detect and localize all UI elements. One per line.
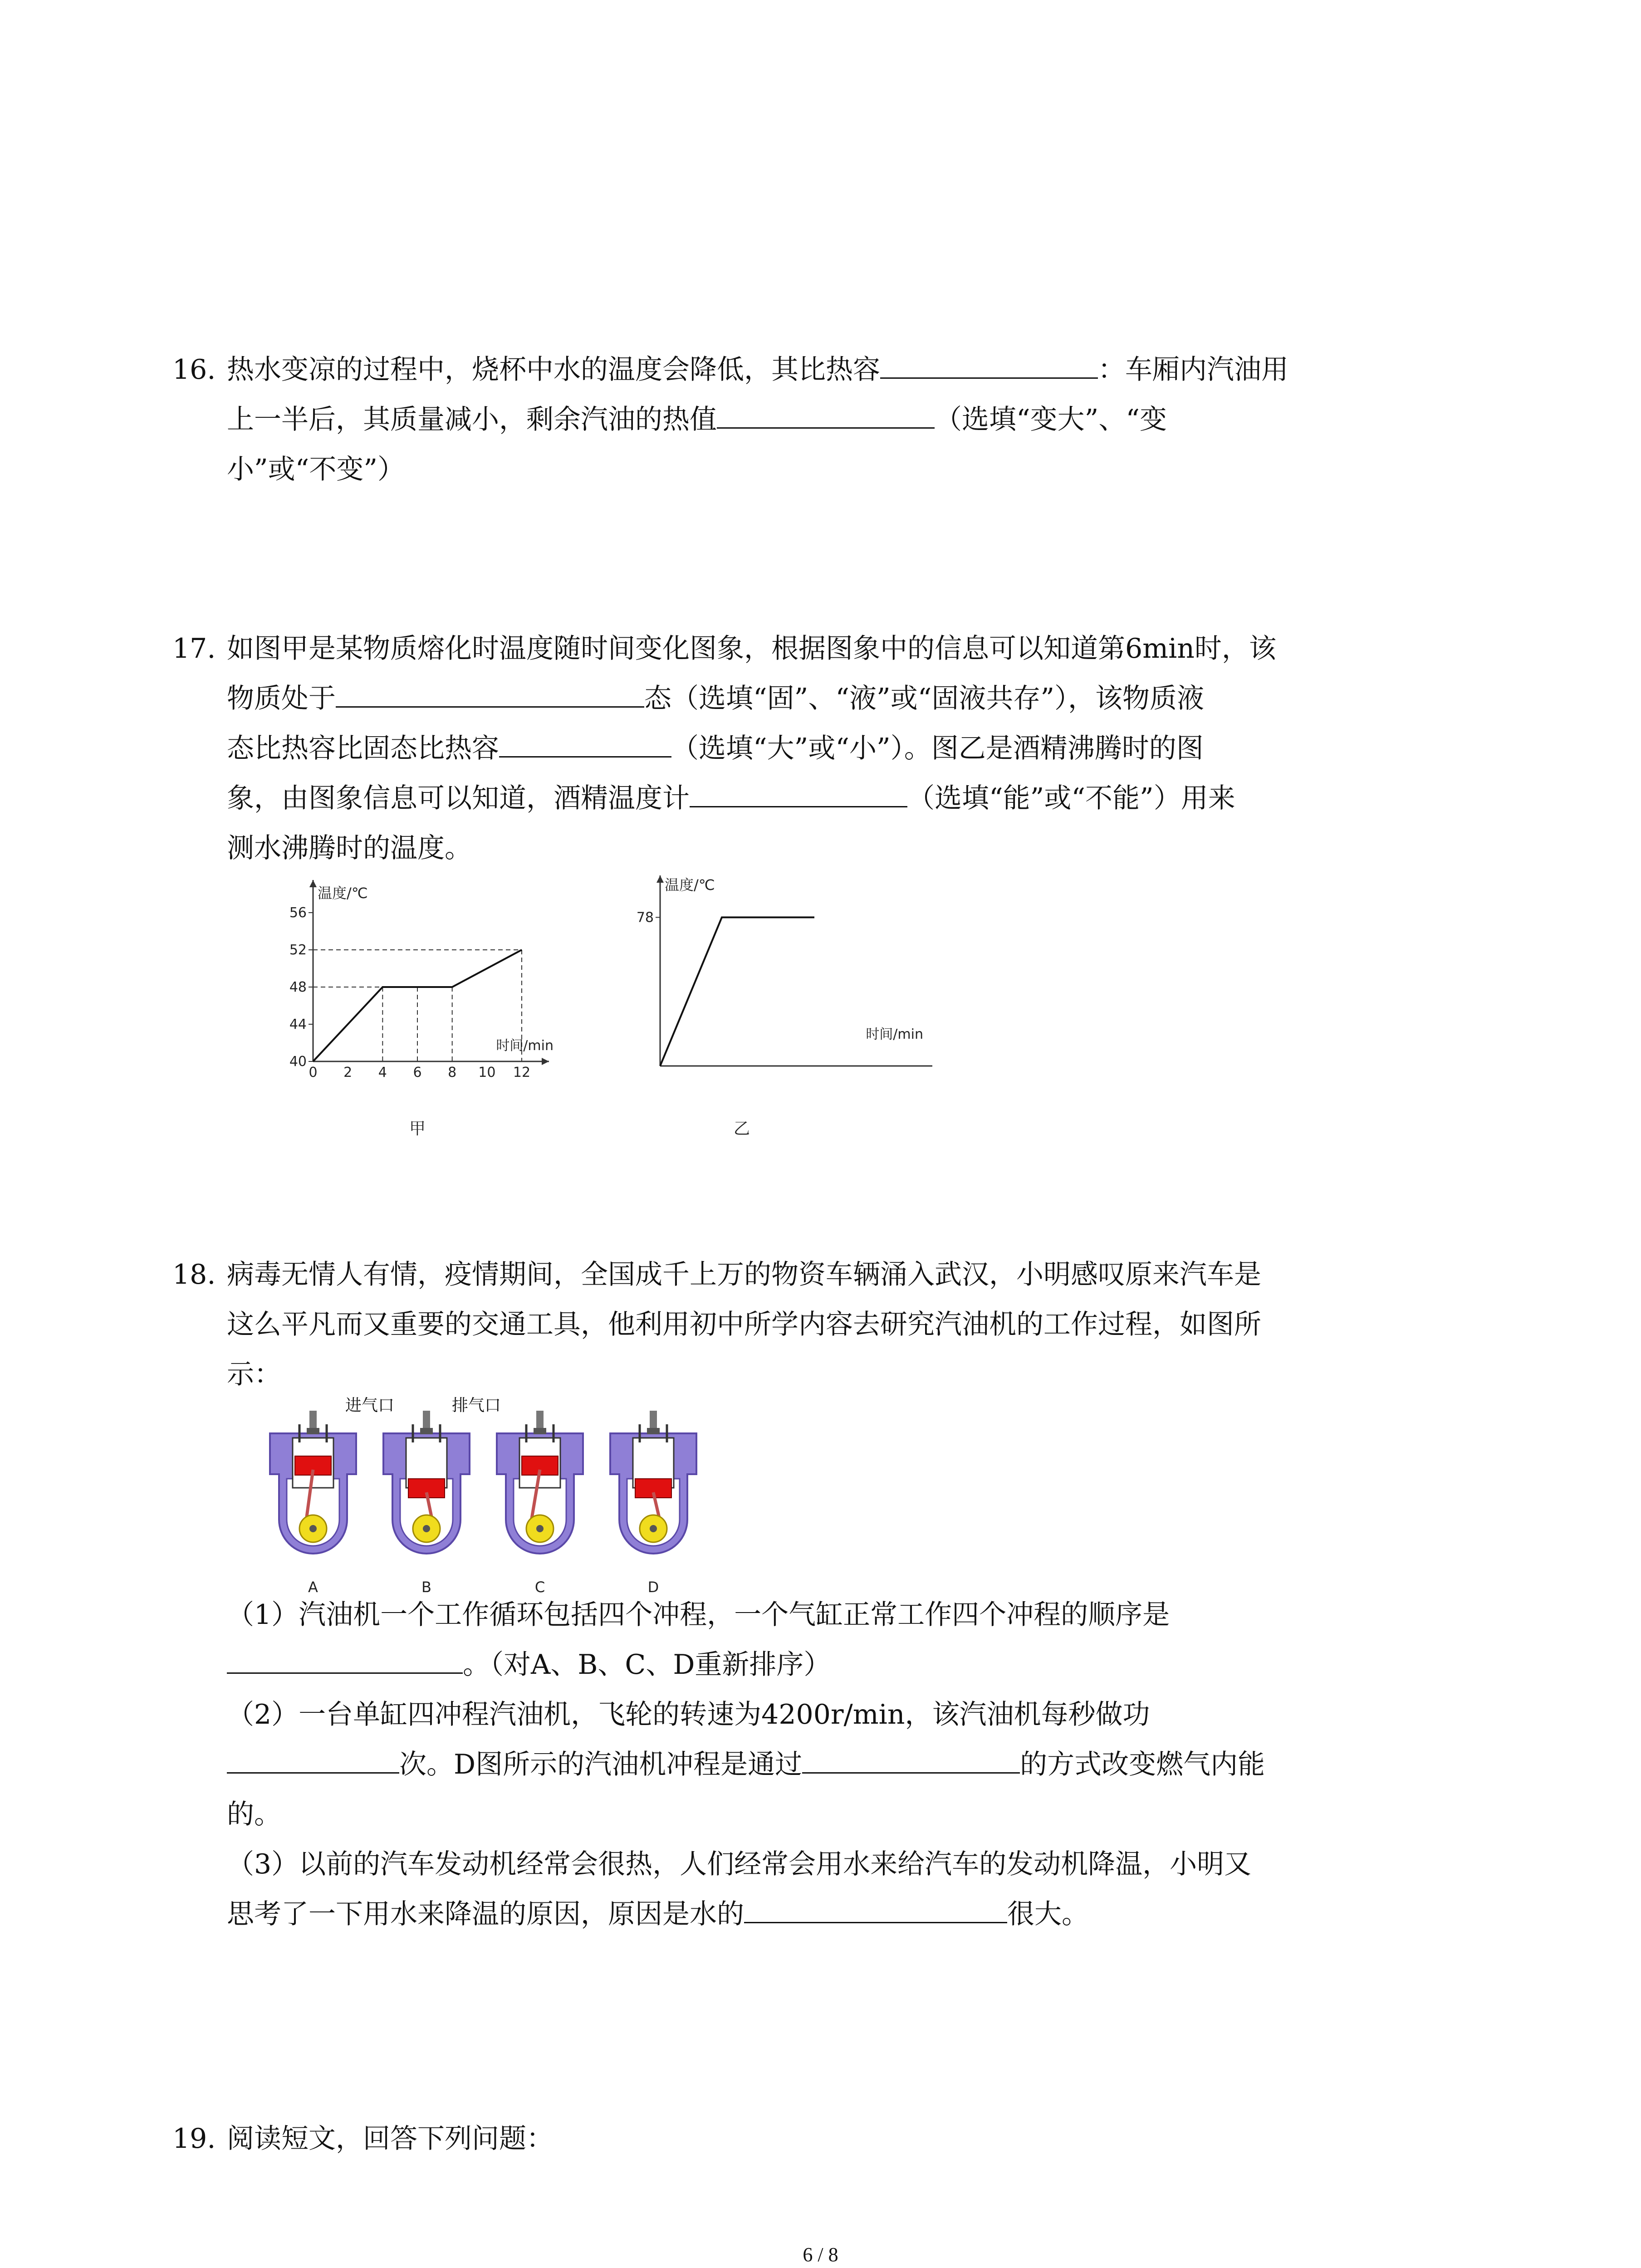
x-tick-label: 12 (513, 1065, 531, 1080)
question-number: 18. (172, 1259, 216, 1290)
question-19: 19. 阅读短文，回答下列问题： (227, 2114, 1461, 2164)
melting-chart (272, 862, 590, 1143)
x-tick-label: 0 (309, 1065, 318, 1080)
intake-label: 进气口 (345, 1396, 395, 1415)
answer-blank[interactable] (744, 1890, 1007, 1923)
y-tick-label: 48 (289, 979, 307, 995)
answer-blank[interactable] (227, 1641, 463, 1674)
engine-label: C (534, 1579, 545, 1596)
answer-blank[interactable] (499, 724, 671, 758)
answer-blank[interactable] (336, 675, 644, 708)
crank-hub (309, 1525, 317, 1532)
engine-label: D (647, 1579, 659, 1596)
engine-d (610, 1411, 696, 1596)
engine-c (497, 1411, 583, 1596)
y-tick-label: 40 (289, 1054, 307, 1070)
y-tick-label: 52 (289, 942, 307, 958)
exhaust-label: 排气口 (451, 1396, 501, 1415)
y-axis-label: 温度/℃ (665, 876, 715, 894)
engine-label: A (308, 1579, 318, 1596)
x-axis-label: 时间/min (866, 1026, 923, 1042)
y-tick-label: 56 (289, 905, 307, 921)
y-axis-label: 温度/℃ (318, 885, 368, 902)
x-axis-arrow (542, 1058, 549, 1065)
question-17: 17. 如图甲是某物质熔化时温度随时间变化图象，根据图象中的信息可以知道第6min时，该 物质处于 态（选填“固”、“液”或“固液共存”），该物质液 态比热容比固态比热容 （选填“大”或“小”）。图乙是酒精沸腾时的图 象，由图象信息可以知道，酒精温度计 （选填“能”或“不能”）用来 测水沸腾时的温度。 (227, 624, 1461, 873)
question-18-parts: （1）汽油机一个工作循环包括四个冲程，一个气缸正常工作四个冲程的顺序是 。（对A、B、C、D重新排序） （2）一台单缸四冲程汽油机，飞轮的转速为4200r/min，该汽油机每秒做功 次。D图所示的汽油机冲程是通过 的方式改变燃气内能 的。 （3）以前的汽车发动机经常会很热，人们经常会用水来给汽车的发动机降温，小明又 思考了一下用水来降温的原因，原因是水的 很大。 (227, 1599, 1265, 1930)
series-line (660, 917, 814, 1066)
x-axis-label: 时间/min (496, 1038, 554, 1054)
boiling-chart (635, 862, 953, 1143)
answer-blank[interactable] (802, 1740, 1020, 1774)
question-number: 17. (172, 633, 216, 665)
chart-caption: 乙 (733, 1119, 750, 1138)
answer-blank[interactable] (227, 1740, 399, 1774)
spark-plug-base (647, 1428, 660, 1434)
question-number: 16. (172, 354, 216, 386)
engine-b (383, 1411, 470, 1596)
question-18: 18. 病毒无情人有情，疫情期间，全国成千上万的物资车辆涌入武汉，小明感叹原来汽车是 这么平凡而又重要的交通工具，他利用初中所学内容去研究汽油机的工作过程，如图所 示： (227, 1250, 1461, 1399)
engine-label: B (421, 1579, 431, 1596)
x-tick-label: 8 (448, 1065, 457, 1080)
page-number: 6 / 8 (803, 2244, 838, 2266)
answer-blank[interactable] (690, 774, 907, 807)
question-number: 19. (172, 2123, 216, 2155)
y-axis-arrow (656, 875, 664, 883)
engine-a (270, 1411, 356, 1596)
x-tick-label: 6 (413, 1065, 422, 1080)
y-tick-label: 78 (636, 909, 654, 926)
crank-hub (650, 1525, 657, 1532)
x-tick-label: 4 (378, 1065, 387, 1080)
spark-plug-base (307, 1428, 319, 1434)
x-tick-label: 2 (343, 1065, 353, 1080)
spark-plug-base (420, 1428, 433, 1434)
y-tick-label: 44 (289, 1017, 307, 1032)
chart-caption: 甲 (409, 1119, 426, 1138)
question-16: 16. 热水变凉的过程中，烧杯中水的温度会降低，其比热容 ：车厢内汽油用 上一半后，其质量减小，剩余汽油的热值 （选填“变大”、“变 小”或“不变”） (227, 345, 1461, 494)
engine-strokes-figure (268, 1393, 744, 1601)
y-axis-arrow (309, 880, 317, 887)
crank-hub (536, 1525, 544, 1532)
answer-blank[interactable] (880, 346, 1098, 379)
crank-hub (423, 1525, 430, 1532)
spark-plug-base (534, 1428, 546, 1434)
answer-blank[interactable] (717, 396, 935, 429)
x-tick-label: 10 (478, 1065, 496, 1080)
